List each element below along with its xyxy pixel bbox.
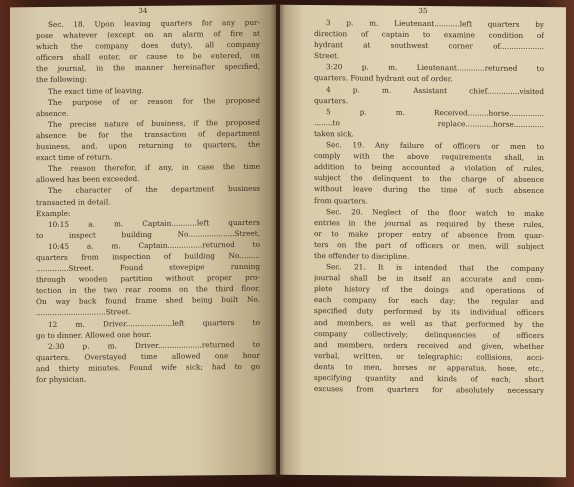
text-line: and members, as well as that performed by the (314, 317, 544, 329)
text-line: ..............................Street. (36, 307, 131, 318)
text-line: The character of the department business (48, 184, 260, 196)
text-line: dents to men, horses or apparatus, hose, etc., (314, 361, 544, 373)
text-line: Sec. 21. It is intended that the company (326, 262, 544, 274)
left-page-text (10, 17, 276, 386)
text-line: addition to being accounted a violation of rules, (314, 162, 544, 174)
right-page (280, 5, 566, 477)
text-line: which the company does duty), all company (36, 39, 260, 52)
text-line: allowed has been exceeded. (36, 174, 140, 185)
text-line: entries in the journal as required by these rules, (314, 217, 544, 229)
text-line: through wooden partition without proper pro- (36, 272, 260, 285)
text-line: 3 p. m. Lieutenant...........left quarters by (326, 18, 544, 30)
text-line: excuses from quarters for absolutely necessary (314, 384, 544, 396)
text-line: The purpose of or reason for the proposed (48, 95, 260, 107)
text-line: quarters. Found hydrant out of order. (314, 73, 453, 84)
text-line: to inspect building No....................Street. (36, 228, 260, 240)
text-line: exact time of return. (36, 152, 113, 163)
text-line: The reason therefor, if any, in case the time (48, 161, 260, 174)
text-line: 10:45 a. m. Captain...............returned to (48, 239, 260, 251)
text-line: ........to replace............horse............. (314, 117, 544, 129)
text-line: officers shall enter, or cause to be entered, on (36, 51, 260, 63)
text-line: for physician. (36, 374, 87, 385)
book-gutter (271, 4, 285, 478)
text-line: the offender to discipline. (314, 251, 410, 261)
text-line: business, and, upon returning to quarters, the (36, 139, 260, 152)
text-line: Street. (314, 51, 340, 61)
text-line: The exact time of leaving. (48, 85, 144, 96)
text-line: from quarters. (314, 195, 368, 206)
text-line: and thirty minutes. Found wife sick; had to go (36, 361, 260, 374)
text-line: 10:15 a. m. Captain...........left quarters (48, 217, 260, 229)
text-line: and members, orders received and given, whether (314, 339, 544, 351)
text-line: the journal, in the manner hereinafter specified, (36, 62, 260, 74)
text-line: tection in the two rear rooms on the third floor. (36, 284, 260, 296)
text-line: journal shall be in itself an accurate and com- (314, 273, 544, 285)
text-line: ters on the part of officers or men, will subject (314, 239, 544, 251)
text-line: quarters from inspection of building No......... (36, 250, 260, 263)
text-line: absence. (36, 108, 69, 118)
text-line: taken sick. (314, 128, 354, 139)
text-line: 5 p. m. Received.........horse............... (326, 106, 544, 118)
text-line: without leave during the time of such absence (314, 184, 544, 196)
text-line: each company for each day; the regular and (314, 295, 544, 307)
text-line: The precise nature of business, if the proposed (48, 117, 260, 129)
text-line: comply with the above requirements shall, in (314, 151, 544, 163)
text-line: 4 p. m. Assistant chief..............visited (326, 84, 544, 96)
text-line: direction of captain to examine condition of (314, 29, 544, 41)
text-line: Sec. 20. Neglect of the floor watch to make (326, 206, 544, 218)
text-line: Example: (36, 208, 71, 218)
text-line: quarters. Overstayed time allowed one hour (36, 350, 260, 362)
text-line: verbal, written, or telegraphic; collisions, acci- (314, 350, 544, 362)
text-line: 12 m. Driver....................left quarters to (48, 317, 260, 329)
text-line: absence be for the transaction of department (36, 128, 260, 141)
text-line: 3:20 p. m. Lieutenant............returned to (326, 62, 544, 74)
text-line: or to make proper entry of absence from quar- (314, 228, 544, 240)
text-line: Sec. 19. Any failure of officers or men to (326, 140, 544, 152)
text-line: hydrant at southwest corner of................... (314, 40, 544, 52)
text-line: specifying quantity and kinds of each; short (314, 373, 544, 385)
text-line: subject the delinquent to the charge of absence (314, 173, 544, 185)
text-line: transacted in detail. (36, 196, 111, 207)
right-page-text (280, 17, 566, 397)
text-line: Sec. 18. Upon leaving quarters for any pur- (48, 17, 260, 29)
text-line: company collectively; delinquencies of officers (314, 328, 544, 340)
text-line: pose whatever (except on an alarm of fire at (36, 28, 260, 41)
page-number-left: 34 (138, 6, 148, 16)
text-line: the following: (36, 75, 87, 85)
text-line: ..............Street. Found stovepipe running (36, 261, 260, 274)
text-line: quarters. (314, 95, 349, 106)
text-line: On way back found frame shed being built No. (36, 295, 260, 307)
text-line: go to dinner. Allowed one hour. (36, 329, 152, 340)
page-number-right: 35 (418, 6, 428, 16)
left-page (10, 5, 276, 478)
text-line: plete history of the doings and operations of (314, 284, 544, 296)
text-line: specified duty performed by its individual officers (314, 306, 544, 318)
text-line: 2:30 p. m. Driver...................returned to (48, 339, 260, 351)
